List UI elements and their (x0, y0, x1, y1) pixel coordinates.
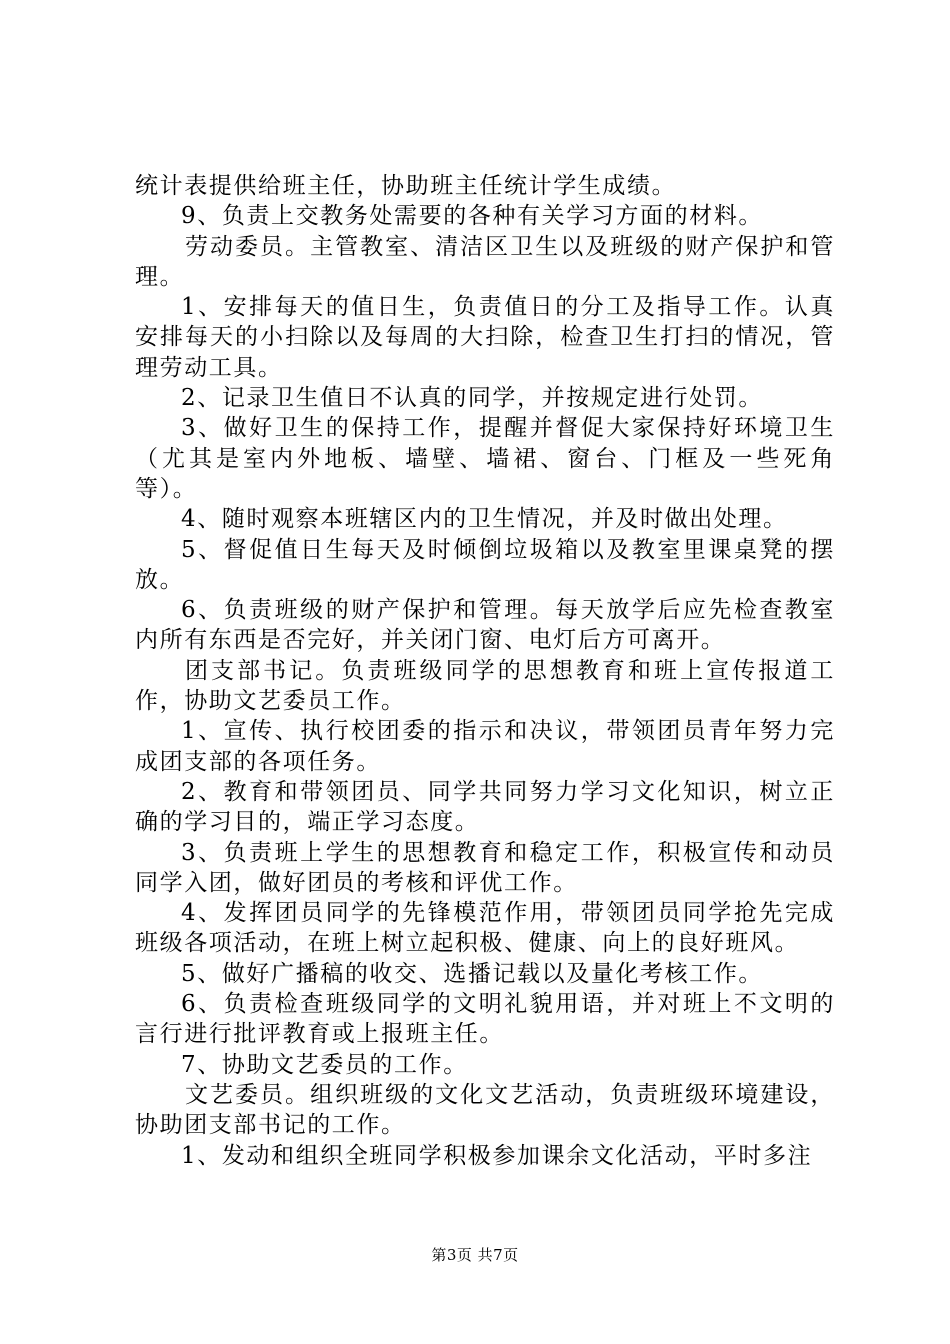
body-paragraph: 6、负责检查班级同学的文明礼貌用语，并对班上不文明的言行进行批评教育或上报班主任。 (135, 991, 835, 1048)
body-paragraph: 9、负责上交教务处需要的各种有关学习方面的材料。 (181, 203, 764, 230)
body-paragraph: 2、教育和带领团员、同学共同努力学习文化知识，树立正确的学习目的，端正学习态度。 (135, 778, 835, 836)
body-paragraph: 6、负责班级的财产保护和管理。每天放学后应先检查教室内所有东西是否完好，并关闭门窗、电灯后方可离开。 (135, 597, 835, 654)
body-paragraph: 7、协助文艺委员的工作。 (181, 1051, 468, 1078)
body-paragraph: 4、随时观察本班辖区内的卫生情况，并及时做出处理。 (181, 506, 788, 533)
document-body (135, 171, 835, 1171)
body-paragraph: 2、记录卫生值日不认真的同学，并按规定进行处罚。 (181, 385, 764, 412)
page-footer: 第3页 共7页 (431, 1246, 519, 1264)
section-heading-paragraph: 团支部书记。负责班级同学的思想教育和班上宣传报道工作，协助文艺委员工作。 (135, 657, 835, 715)
body-paragraph: 5、督促值日生每天及时倾倒垃圾箱以及教室里课桌凳的摆放。 (135, 536, 835, 593)
section-heading-paragraph: 劳动委员。主管教室、清洁区卫生以及班级的财产保护和管理。 (135, 233, 835, 290)
body-paragraph: 1、宣传、执行校团委的指示和决议，带领团员青年努力完成团支部的各项任务。 (135, 718, 835, 775)
body-paragraph: 4、发挥团员同学的先锋模范作用，带领团员同学抢先完成班级各项活动，在班上树立起积极、健康、向上的良好班风。 (135, 900, 835, 957)
body-paragraph: 1、安排每天的值日生，负责值日的分工及指导工作。认真安排每天的小扫除以及每周的大扫除，检查卫生打扫的情况，管理劳动工具。 (135, 294, 835, 381)
body-paragraph: 统计表提供给班主任，协助班主任统计学生成绩。 (135, 173, 677, 199)
section-heading-paragraph: 文艺委员。组织班级的文化文艺活动，负责班级环境建设，协助团支部书记的工作。 (135, 1081, 835, 1139)
body-paragraph: 5、做好广播稿的收交、选播记载以及量化考核工作。 (181, 960, 764, 987)
body-paragraph: 3、做好卫生的保持工作，提醒并督促大家保持好环境卫生（尤其是室内外地板、墙壁、墙裙、窗台、门框及一些死角等）。 (135, 415, 835, 502)
body-paragraph: 3、负责班上学生的思想教育和稳定工作，积极宣传和动员同学入团，做好团员的考核和评优工作。 (135, 839, 835, 896)
body-paragraph: 1、发动和组织全班同学积极参加课余文化活动，平时多注 (181, 1142, 813, 1169)
